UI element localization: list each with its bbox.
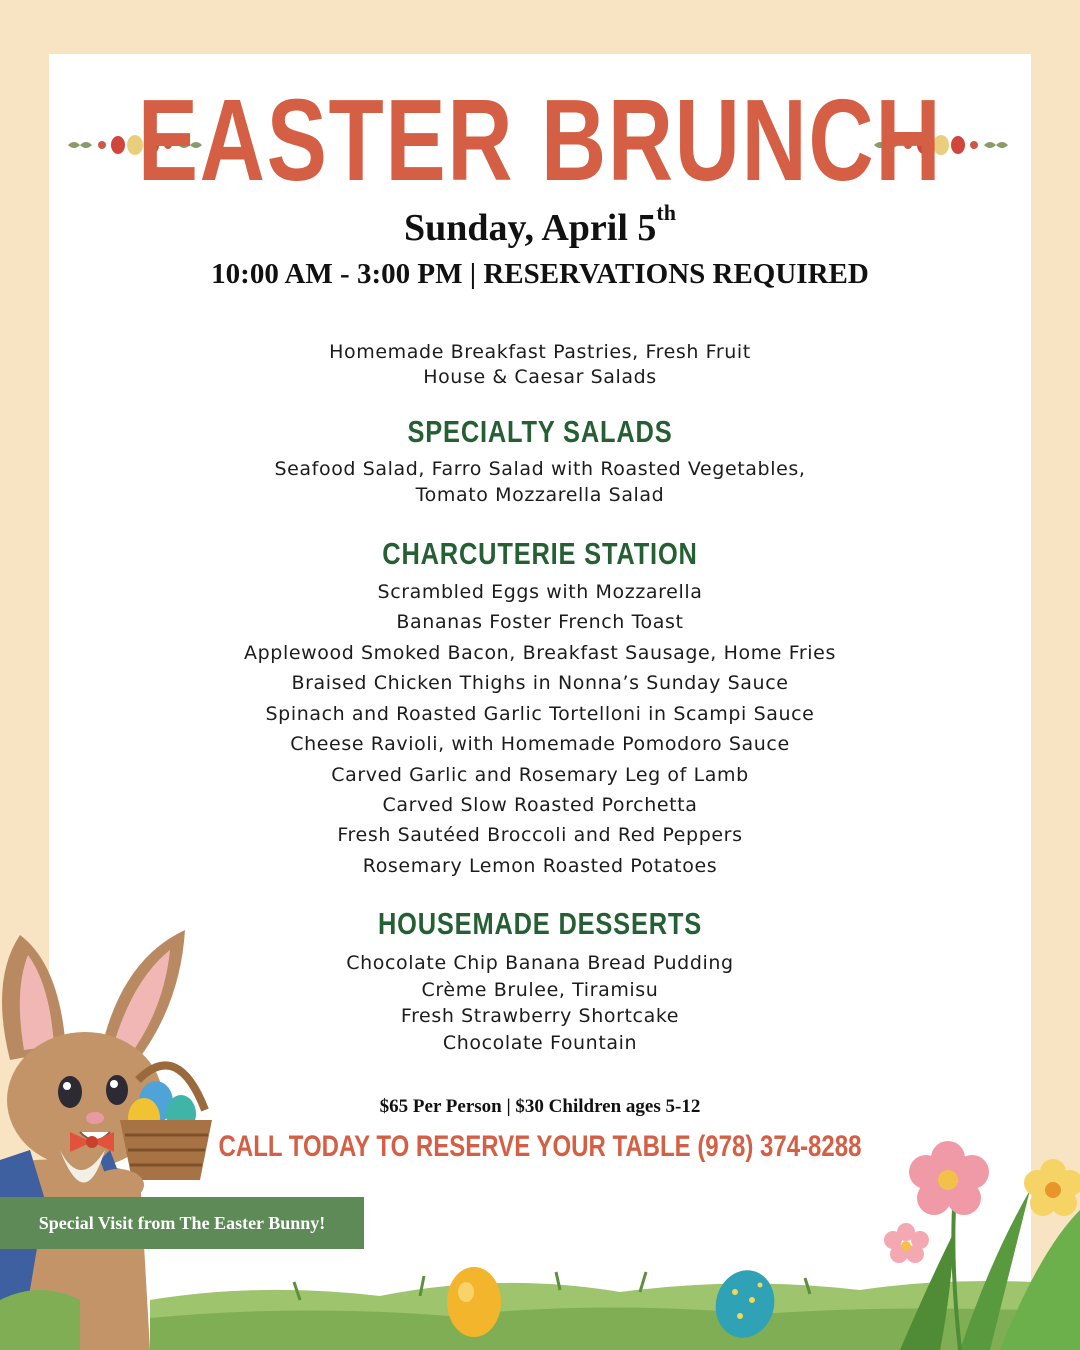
menu-item: Spinach and Roasted Garlic Tortelloni in Scampi Sauce — [265, 703, 815, 725]
menu-item: Bananas Foster French Toast — [396, 611, 684, 633]
event-date-suffix: th — [656, 200, 676, 226]
section-heading-desserts: HOUSEMADE DESSERTS — [377, 906, 703, 941]
intro-line: Homemade Breakfast Pastries, Fresh Fruit — [329, 341, 751, 363]
menu-item: Rosemary Lemon Roasted Potatoes — [362, 855, 718, 877]
menu-item: Seafood Salad, Farro Salad with Roasted Vegetables, — [274, 458, 806, 480]
menu-item: Applewood Smoked Bacon, Breakfast Sausage, Home Fries — [244, 642, 836, 664]
menu-item: Carved Garlic and Rosemary Leg of Lamb — [331, 764, 749, 786]
menu-item: Scrambled Eggs with Mozzarella — [377, 581, 703, 603]
section-heading-salads: SPECIALTY SALADS — [407, 414, 673, 449]
event-hours: 10:00 AM - 3:00 PM | RESERVATIONS REQUIRED — [211, 258, 869, 290]
menu-item: Cheese Ravioli, with Homemade Pomodoro Sauce — [290, 733, 790, 755]
page-title: EASTER BRUNCH — [137, 75, 943, 205]
menu-item: Crème Brulee, Tiramisu — [421, 979, 659, 1001]
menu-item: Braised Chicken Thighs in Nonna’s Sunday Sauce — [291, 672, 789, 694]
easter-bunny-illustration — [0, 930, 212, 1350]
price-line: $65 Per Person | $30 Children ages 5-12 — [379, 1096, 701, 1117]
menu-item: Chocolate Fountain — [442, 1032, 638, 1054]
egg-highlight — [458, 1282, 474, 1302]
menu-item: Fresh Strawberry Shortcake — [400, 1005, 680, 1027]
reservation-call-to-action: CALL TODAY TO RESERVE YOUR TABLE (978) 374-8288 — [218, 1130, 862, 1163]
section-heading-charcuterie: CHARCUTERIE STATION — [382, 536, 698, 571]
menu-item: Fresh Sautéed Broccoli and Red Peppers — [337, 824, 743, 846]
menu-item: Tomato Mozzarella Salad — [415, 484, 665, 506]
event-date-text: Sunday, April 5 — [404, 207, 657, 249]
intro-line: House & Caesar Salads — [423, 366, 657, 388]
menu-item: Chocolate Chip Banana Bread Pudding — [346, 952, 734, 974]
easter-egg-illustration-yellow — [447, 1267, 501, 1337]
easter-bunny-visit-banner: Special Visit from The Easter Bunny! — [0, 1197, 364, 1249]
menu-item: Carved Slow Roasted Porchetta — [382, 794, 698, 816]
